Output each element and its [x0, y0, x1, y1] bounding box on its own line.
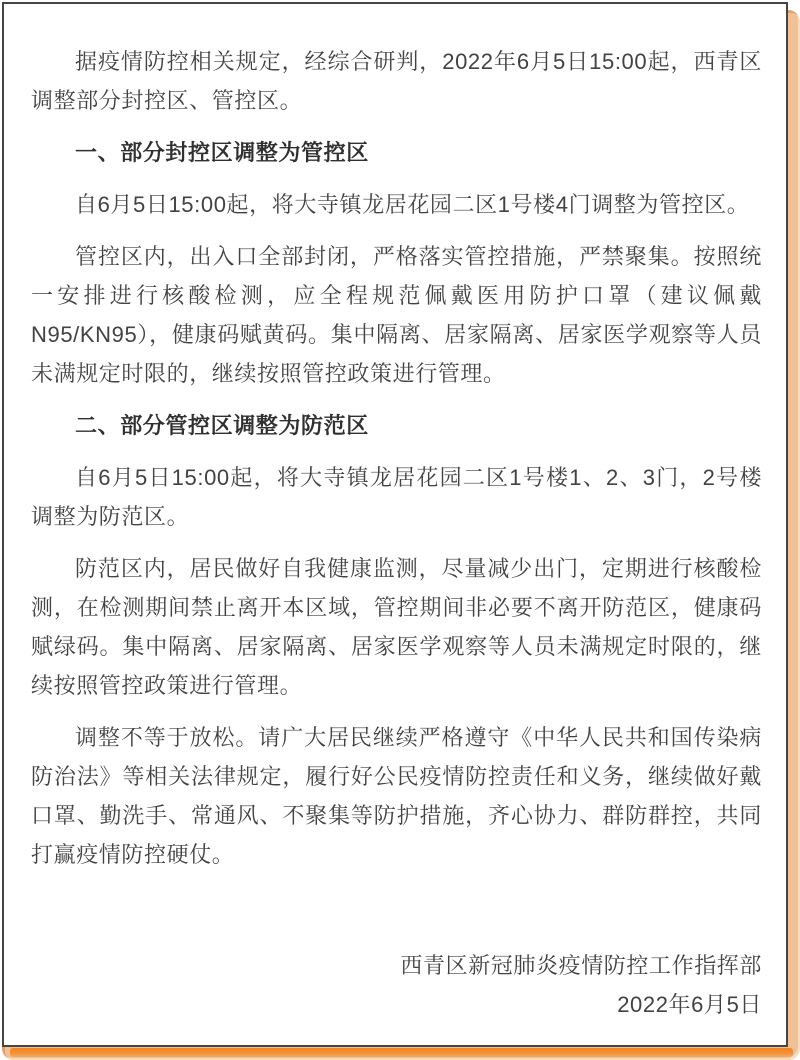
section2-paragraph-2: 防范区内，居民做好自我健康监测，尽量减少出门，定期进行核酸检测，在检测期间禁止离开本区域，管控期间非必要不离开防范区，健康码赋绿码。集中隔离、居家隔离、居家医学观察等人员未满规定时限的，继续按照管控政策进行管理。: [31, 556, 762, 698]
notice-page: [2, 2, 788, 1047]
intro-paragraph: 据疫情防控相关规定，经综合研判，2022年6月5日15:00起，西青区调整部分封控区、管控区。: [31, 49, 762, 113]
section2-heading: 二、部分管控区调整为防范区: [75, 413, 369, 438]
section1-paragraph-1: 自6月5日15:00起，将大寺镇龙居花园二区1号楼4门调整为管控区。: [75, 192, 750, 217]
closing-paragraph: 调整不等于放松。请广大居民继续严格遵守《中华人民共和国传染病防治法》等相关法律规定，履行好公民疫情防控责任和义务，继续做好戴口罩、勤洗手、常通风、不聚集等防护措施，齐心协力、群防群控，共同打赢疫情防控硬仗。: [31, 725, 762, 867]
section1-paragraph-2: 管控区内，出入口全部封闭，严格落实管控措施，严禁聚集。按照统一安排进行核酸检测，应全程规范佩戴医用防护口罩（建议佩戴N95/KN95），健康码赋黄码。集中隔离、居家隔离、居家医学观察等人员未满规定时限的，继续按照管控政策进行管理。: [31, 244, 762, 386]
section1-heading: 一、部分封控区调整为管控区: [75, 140, 369, 165]
section2-paragraph-1: 自6月5日15:00起，将大寺镇龙居花园二区1号楼1、2、3门，2号楼调整为防范区。: [31, 465, 762, 529]
issue-date: 2022年6月5日: [617, 992, 762, 1017]
signature-block: [31, 946, 762, 1024]
orange-accent-bar: [10, 1048, 793, 1057]
issuer-signature: 西青区新冠肺炎疫情防控工作指挥部: [400, 953, 762, 978]
